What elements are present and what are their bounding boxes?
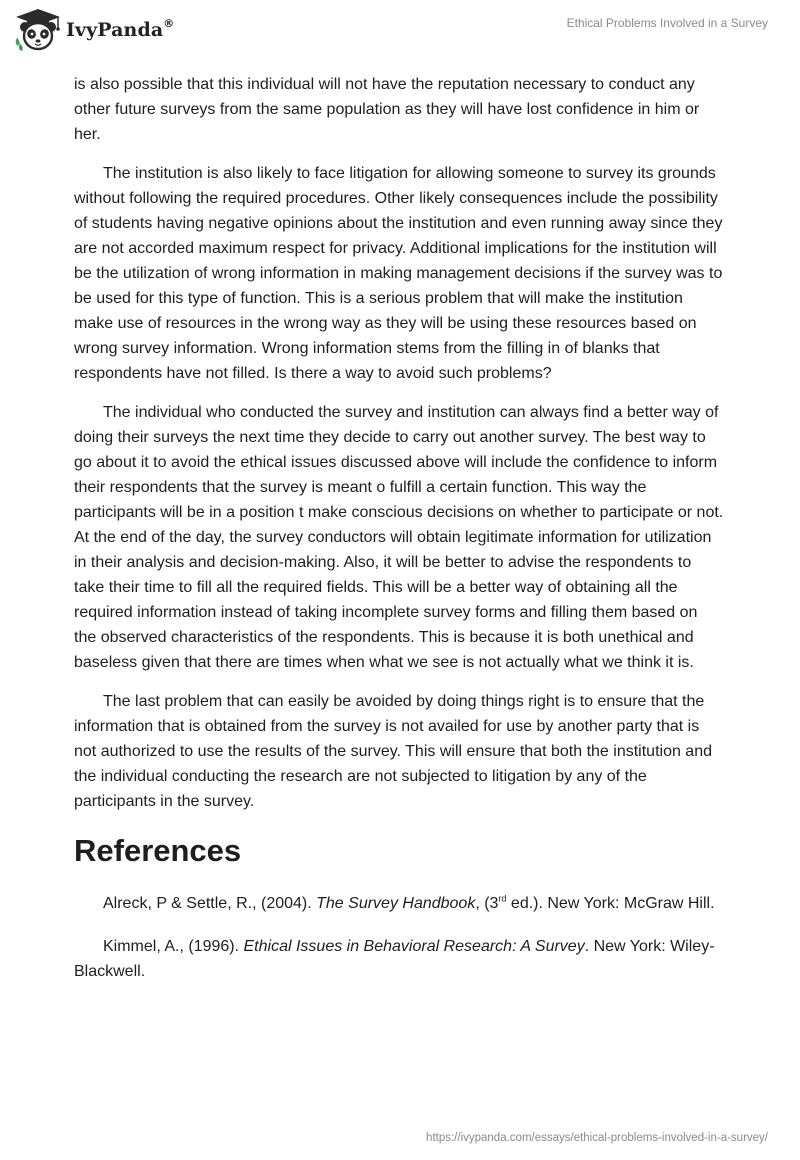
reference-1-authors: Alreck, P & Settle, R., (2004).	[103, 895, 317, 912]
brand-name-text: IvyPanda	[66, 19, 164, 41]
reference-1-title: The Survey Handbook	[316, 895, 476, 912]
panda-graduate-icon	[14, 8, 62, 52]
body-paragraph-2: The institution is also likely to face litigation for allowing someone to survey its grounds without following the required procedures. Other likely consequences include the possibility of students having negative opinions about the institution and even running away since they are not accorded maximum respect for privacy. Additional implications for the institution will be the utilization of wrong information in making management decisions if the survey was to be used for this type of function. This is a serious problem that will make the institution make use of resources in the wrong way as they will be using these resources based on wrong survey information. Wrong information stems from the filling in of blanks that respondents have not filled. Is there a way to avoid such problems?	[74, 165, 723, 382]
essay-body	[74, 72, 724, 1002]
body-paragraph-1: is also possible that this individual will not have the reputation necessary to conduct any other future surveys from the same population as they will have lost confidence in him or her.	[74, 76, 700, 143]
reference-1-edition: , (3	[475, 895, 499, 912]
registered-mark: ®	[163, 17, 175, 30]
reference-2-authors: Kimmel, A., (1996).	[103, 938, 244, 955]
body-paragraph-3: The individual who conducted the survey and institution can always find a better way of doing their surveys the next time they decide to carry out another survey. The best way to go about it to avoid the ethical issues discussed above will include the confidence to inform their respondents that the survey is meant o fulfill a certain function. This way the participants will be in a position t make conscious decisions on whether to participate or not. At the end of the day, the survey conductors will obtain legitimate information for utilization in their analysis and decision-making. Also, it will be better to advise the respondents to take their time to fill all the required fields. This will be a better way of obtaining all the required information instead of taking incomplete survey forms and filling them based on the observed characteristics of the respondents. This is because it is both unethical and baseless given that there are times when what we see is not actually what we think it is.	[74, 404, 724, 671]
body-paragraph-4: The last problem that can easily be avoided by doing things right is to ensure that the information that is obtained from the survey is not availed for use by another party that is not authorized to use the results of the survey. This will ensure that both the institution and the individual conducting the research are not subjected to litigation by any of the participants in the survey.	[74, 693, 712, 810]
reference-item-1	[74, 891, 724, 916]
brand-name	[66, 19, 174, 41]
reference-2-title: Ethical Issues in Behavioral Research: A Survey	[243, 938, 585, 955]
source-url-link[interactable]: https://ivypanda.com/essays/ethical-problems-involved-in-a-survey/	[426, 1132, 768, 1144]
document-title: Ethical Problems Involved in a Survey	[566, 16, 768, 30]
reference-1-ordinal: rd	[498, 893, 507, 904]
reference-2-publisher: . New York: Wiley-Blackwell.	[74, 938, 715, 980]
references-heading: References	[74, 833, 242, 868]
page-header	[0, 0, 800, 70]
reference-1-publisher: ed.). New York: McGraw Hill.	[506, 895, 715, 912]
ivypanda-logo[interactable]	[14, 8, 174, 52]
reference-item-2	[74, 934, 724, 984]
